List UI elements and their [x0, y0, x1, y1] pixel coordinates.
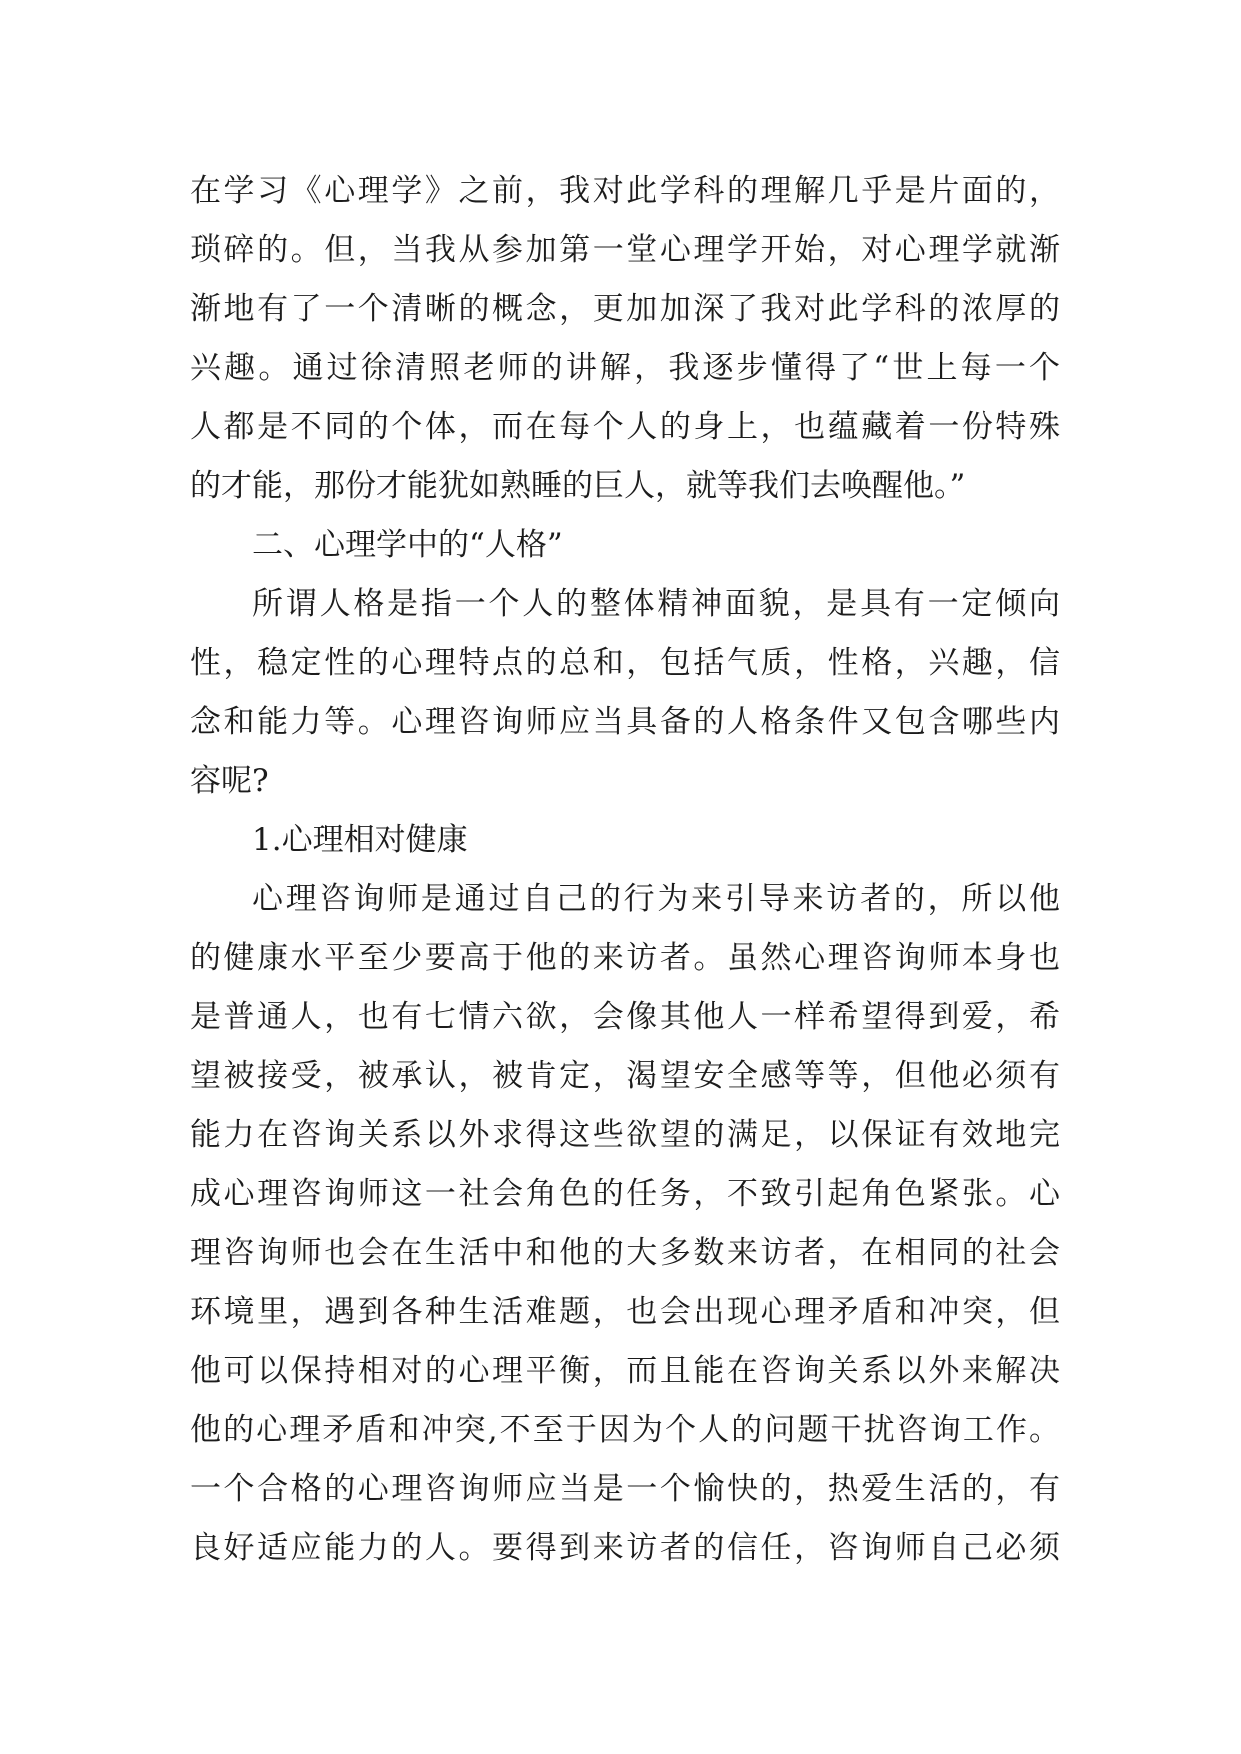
- section-heading: 二、心理学中的“人格”: [252, 527, 563, 563]
- text-line: 性，稳定性的心理特点的总和，包括气质，性格，兴趣，信: [190, 645, 1060, 681]
- text-line: 渐地有了一个清晰的概念，更加加深了我对此学科的浓厚的: [190, 291, 1060, 327]
- text-line: 的健康水平至少要高于他的来访者。虽然心理咨询师本身也: [190, 940, 1060, 976]
- text-line: 望被接受，被承认，被肯定，渴望安全感等等，但他必须有: [190, 1058, 1060, 1094]
- body-text: [190, 162, 1060, 1578]
- text-line: 一个合格的心理咨询师应当是一个愉快的，热爱生活的，有: [190, 1471, 1060, 1507]
- text-line: 在学习《心理学》之前，我对此学科的理解几乎是片面的，: [190, 173, 1060, 209]
- text-line: 兴趣。通过徐清照老师的讲解，我逐步懂得了“世上每一个: [190, 350, 1060, 386]
- text-line: 心理咨询师是通过自己的行为来引导来访者的，所以他: [252, 881, 1060, 917]
- text-line: 他的心理矛盾和冲突,不至于因为个人的问题干扰咨询工作。: [190, 1412, 1060, 1448]
- text-line: 人都是不同的个体，而在每个人的身上，也蕴藏着一份特殊: [190, 409, 1060, 445]
- text-line: 良好适应能力的人。要得到来访者的信任，咨询师自己必须: [190, 1530, 1060, 1566]
- text-line: 理咨询师也会在生活中和他的大多数来访者，在相同的社会: [190, 1235, 1060, 1271]
- text-line: 琐碎的。但，当我从参加第一堂心理学开始，对心理学就渐: [190, 232, 1060, 268]
- text-line: 所谓人格是指一个人的整体精神面貌，是具有一定倾向: [252, 586, 1060, 622]
- text-line: 容呢?: [190, 763, 269, 799]
- text-line: 他可以保持相对的心理平衡，而且能在咨询关系以外来解决: [190, 1353, 1060, 1389]
- subsection-heading: 1.心理相对健康: [252, 822, 468, 858]
- text-line: 念和能力等。心理咨询师应当具备的人格条件又包含哪些内: [190, 704, 1060, 740]
- text-line: 的才能，那份才能犹如熟睡的巨人，就等我们去唤醒他。”: [190, 468, 966, 504]
- text-line: 成心理咨询师这一社会角色的任务，不致引起角色紧张。心: [190, 1176, 1060, 1212]
- text-line: 是普通人，也有七情六欲，会像其他人一样希望得到爱，希: [190, 999, 1060, 1035]
- text-line: 能力在咨询关系以外求得这些欲望的满足，以保证有效地完: [190, 1117, 1060, 1153]
- text-line: 环境里，遇到各种生活难题，也会出现心理矛盾和冲突，但: [190, 1294, 1060, 1330]
